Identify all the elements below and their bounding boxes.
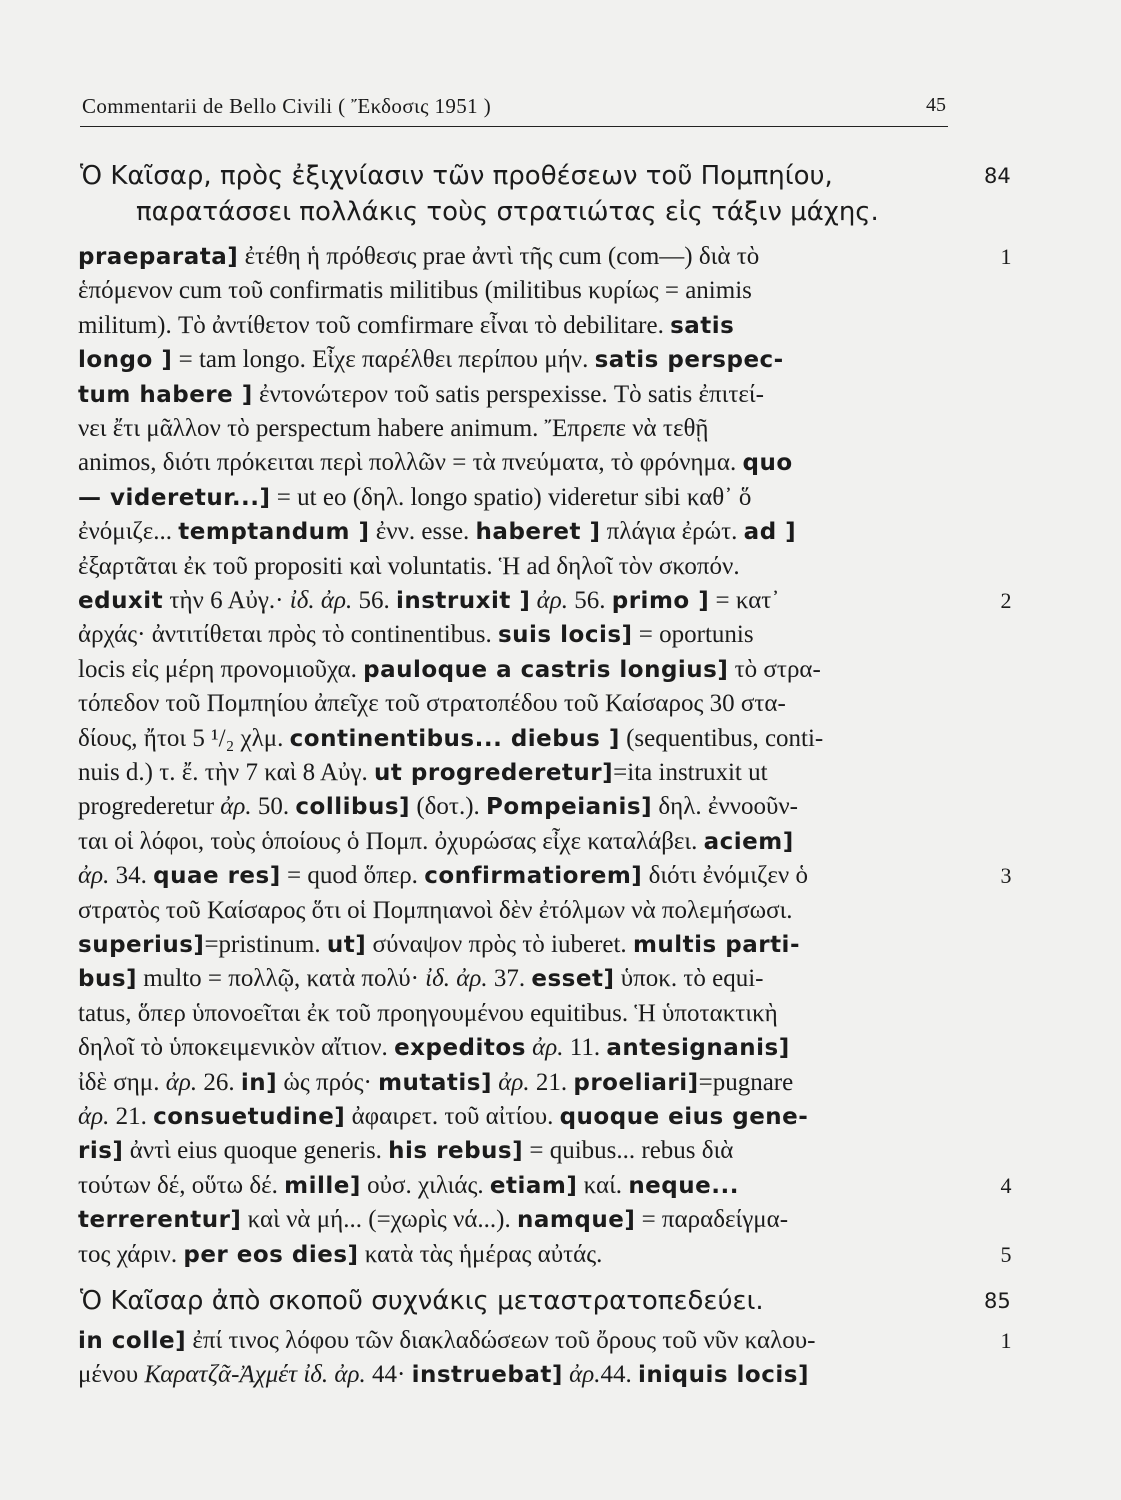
text-line bbox=[78, 756, 768, 790]
commentary-text: τόπεδον τοῦ Πομπηίου ἀπεῖχε τοῦ στρατοπέδου τοῦ Καίσαρος 30 στα- bbox=[78, 690, 786, 718]
commentary-text: ἰδὲ σημ. bbox=[78, 1068, 166, 1096]
commentary-text: νει ἔτι μᾶλλον τὸ perspectum habere animum. Ἔπρεπε νὰ τεθῇ bbox=[78, 415, 709, 442]
commentary-text: militum). Τὸ ἀντίθετον τοῦ comfirmare εἶναι τὸ debilitare. bbox=[78, 311, 671, 339]
section-heading-line: Ὁ Καῖσαρ ἀπὸ σκοποῦ συχνάκις μεταστρατοπεδεύει. bbox=[80, 1286, 764, 1316]
text-line bbox=[78, 1238, 602, 1272]
commentary-text: tatus, ὅπερ ὑπονοεῖται ἐκ τοῦ προηγουμένου equitibus. Ἡ ὑποτακτικὴ bbox=[78, 999, 778, 1027]
commentary-text: =ita instruxit ut bbox=[613, 759, 768, 786]
running-title: Commentarii de Bello Civili ( Ἔκδοσις 1951 ) bbox=[82, 94, 492, 118]
commentary-text: animos, διότι πρόκειται περὶ πολλῶν = τὰ πνεύματα, τὸ φρόνημα. bbox=[78, 449, 743, 477]
text-line bbox=[78, 825, 794, 859]
commentary-text: διότι ἐνόμιζεν ὁ bbox=[642, 862, 808, 890]
lemma: in colle] bbox=[78, 1328, 187, 1354]
commentary-text: = ut eo (δηλ. longo spatio) videretur sibi καθ᾽ ὅ bbox=[270, 483, 752, 511]
text-line bbox=[78, 584, 780, 618]
text-line bbox=[78, 343, 784, 377]
commentary-text: = quibus... rebus διὰ bbox=[523, 1137, 734, 1165]
commentary-text: multo = πολλῷ, κατὰ πολύ· bbox=[137, 965, 426, 993]
reference: ἰδ. ἀρ. bbox=[289, 587, 353, 614]
reference: Καρατζᾶ-Ἀχμέτ bbox=[144, 1361, 298, 1389]
text-line bbox=[78, 653, 821, 687]
commentary-text: 56. bbox=[352, 587, 396, 614]
lemma: bus] bbox=[78, 966, 138, 993]
lemma: collibus] bbox=[295, 794, 411, 821]
text-line bbox=[78, 894, 793, 928]
text-line bbox=[78, 1358, 809, 1392]
section-number: 85 bbox=[984, 1289, 1011, 1313]
lemma: praeparata] bbox=[78, 244, 239, 270]
commentary-text: = κατ᾽ bbox=[709, 587, 780, 614]
lemma: per eos dies] bbox=[183, 1241, 359, 1268]
commentary-text: ὑποκ. τὸ equi- bbox=[614, 965, 764, 993]
lemma: quoque eius gene- bbox=[559, 1104, 809, 1130]
commentary-text: ται οἱ λόφοι, τοὺς ὁποίους ὁ Πομπ. ὀχυρώσας εἶχε καταλάβει. bbox=[78, 827, 704, 855]
commentary-text: πλάγια ἐρώτ. bbox=[600, 518, 744, 546]
text-line bbox=[78, 618, 754, 652]
text-line bbox=[78, 1031, 790, 1065]
commentary-text: ἐπί τινος λόφου τῶν διακλαδώσεων τοῦ ὄρους τοῦ νῦν καλου- bbox=[186, 1327, 816, 1354]
reference: ἀρ. bbox=[532, 1034, 564, 1062]
reference: ἀρ. bbox=[536, 587, 568, 614]
text-line bbox=[78, 859, 808, 893]
commentary-text: 56. bbox=[568, 587, 612, 614]
commentary-text: τὴν 6 Αὐγ.· bbox=[163, 587, 290, 614]
text-line bbox=[78, 274, 752, 308]
lemma: ut progrederetur] bbox=[374, 760, 614, 786]
running-header bbox=[80, 92, 948, 127]
commentary-text: 21. bbox=[109, 1103, 154, 1130]
lemma: pauloque a castris longius] bbox=[363, 656, 729, 683]
lemma: aciem] bbox=[703, 828, 794, 855]
commentary-text: ὡς πρός· bbox=[277, 1068, 379, 1096]
margin-line-number: 1 bbox=[1000, 1328, 1012, 1353]
lemma: ut] bbox=[326, 932, 367, 958]
text-line bbox=[78, 481, 751, 515]
commentary-text: τούτων δέ, οὕτω δέ. bbox=[78, 1171, 285, 1199]
reference: ἀρ. bbox=[220, 793, 252, 821]
lemma: — videretur...] bbox=[78, 484, 271, 511]
text-line bbox=[78, 378, 764, 412]
lemma: temptandum ] bbox=[178, 519, 370, 546]
text-line bbox=[78, 1134, 733, 1168]
commentary-text: ἑπόμενον cum τοῦ confirmatis militibus (militibus κυρίως = animis bbox=[78, 277, 752, 305]
text-line bbox=[78, 1169, 739, 1203]
lemma: etiam] bbox=[489, 1172, 578, 1199]
commentary-text: =pristinum. bbox=[204, 931, 327, 958]
commentary-text: = tam longo. Εἶχε παρέλθει περίπου μήν. bbox=[172, 346, 595, 374]
margin-line-number: 4 bbox=[1000, 1172, 1012, 1198]
text-line bbox=[78, 1203, 788, 1237]
commentary-text: τὸ στρα- bbox=[728, 655, 821, 683]
text-line bbox=[78, 240, 759, 274]
commentary-text: = παραδείγμα- bbox=[635, 1206, 789, 1234]
lemma: superius] bbox=[78, 932, 205, 958]
lemma: satis perspec- bbox=[594, 347, 784, 374]
commentary-text: κατὰ τὰς ἡμέρας αὐτάς. bbox=[358, 1240, 603, 1268]
text-line bbox=[78, 446, 793, 480]
lemma: iniquis locis] bbox=[637, 1362, 809, 1389]
commentary-text: οὐσ. χιλιάς. bbox=[360, 1171, 490, 1199]
lemma: proeliari] bbox=[573, 1069, 699, 1096]
lemma: quae res] bbox=[153, 863, 281, 890]
margin-line-number: 3 bbox=[1000, 863, 1012, 889]
lemma: terrerentur] bbox=[78, 1207, 242, 1234]
commentary-text: (δοτ.). bbox=[410, 793, 487, 821]
commentary-text: δηλοῖ τὸ ὑποκειμενικὸν αἴτιον. bbox=[78, 1034, 395, 1062]
lemma: ris] bbox=[78, 1138, 124, 1165]
commentary-text: ἐνόμιζε... bbox=[78, 518, 179, 546]
commentary-text: (sequentibus, conti- bbox=[619, 724, 824, 752]
commentary-text: τος χάριν. bbox=[78, 1240, 184, 1268]
commentary-text: 11. bbox=[563, 1034, 607, 1062]
commentary-text: progrederetur bbox=[78, 793, 221, 821]
commentary-text: 44. bbox=[600, 1361, 638, 1389]
section-heading-line: Ὁ Καῖσαρ, πρὸς ἐξιχνίασιν τῶν προθέσεων τοῦ Πομπηίου, bbox=[80, 161, 833, 191]
commentary-text: ἀρχάς· ἀντιτίθεται πρὸς τὸ continentibus. bbox=[78, 621, 498, 649]
text-line bbox=[78, 1324, 815, 1358]
commentary-text: 44· bbox=[365, 1361, 412, 1389]
lemma: antesignanis] bbox=[606, 1035, 790, 1062]
reference: ἀρ. bbox=[165, 1068, 198, 1096]
commentary-text: 34. bbox=[109, 862, 154, 890]
lemma: neque... bbox=[628, 1172, 739, 1199]
lemma: tum habere ] bbox=[78, 381, 253, 408]
section-heading-line: παρατάσσει πολλάκις τοὺς στρατιώτας εἰς τάξιν μάχης. bbox=[136, 197, 879, 227]
lemma: ad ] bbox=[743, 519, 797, 546]
lemma: instruebat] bbox=[411, 1362, 563, 1389]
text-line bbox=[78, 515, 796, 549]
text-line bbox=[78, 997, 778, 1031]
lemma: consuetudine] bbox=[153, 1104, 346, 1130]
commentary-text: ἐνν. esse. bbox=[369, 518, 476, 546]
commentary-text: 50. bbox=[251, 793, 296, 821]
lemma: multis parti- bbox=[632, 932, 800, 958]
commentary-text: καί. bbox=[577, 1171, 629, 1199]
lemma: confirmatiorem] bbox=[424, 863, 643, 890]
commentary-text: στρατὸς τοῦ Καίσαρος ὅτι οἱ Πομπηιανοὶ δὲν ἐτόλμων νὰ πολεμήσωσι. bbox=[78, 896, 793, 924]
lemma: satis bbox=[670, 312, 735, 339]
commentary-text: locis εἰς μέρη προνομιοῦχα. bbox=[78, 655, 364, 683]
text-line bbox=[78, 687, 786, 721]
reference: ἰδ. ἀρ. bbox=[425, 965, 488, 993]
text-line bbox=[78, 1066, 793, 1100]
commentary-text: 37. bbox=[487, 965, 532, 993]
lemma: eduxit bbox=[78, 588, 164, 614]
page-number: 45 bbox=[926, 94, 946, 116]
text-line bbox=[78, 722, 823, 756]
reference: ἰδ. ἀρ. bbox=[303, 1361, 366, 1389]
lemma: his rebus] bbox=[388, 1138, 524, 1165]
commentary-text: ἀντὶ eius quoque generis. bbox=[123, 1137, 389, 1165]
commentary-text: nuis d.) τ. ἔ. τὴν 7 καὶ 8 Αὐγ. bbox=[78, 759, 375, 786]
margin-line-number: 1 bbox=[1000, 244, 1012, 269]
commentary-text: =pugnare bbox=[698, 1068, 794, 1096]
commentary-text: καὶ νὰ μή... (=χωρὶς νά...). bbox=[241, 1206, 518, 1234]
text-line bbox=[78, 928, 800, 962]
text-line bbox=[78, 412, 709, 446]
reference: ἀρ. bbox=[498, 1068, 530, 1096]
reference: ἀρ. bbox=[569, 1361, 601, 1389]
lemma: expeditos bbox=[394, 1035, 526, 1062]
commentary-text: ἀφαιρετ. τοῦ αἰτίου. bbox=[345, 1103, 560, 1130]
lemma: namque] bbox=[517, 1207, 636, 1234]
commentary-text: 26. bbox=[197, 1068, 241, 1096]
commentary-text: ἐντονώτερον τοῦ satis perspexisse. Τὸ satis ἐπιτεί- bbox=[252, 380, 764, 408]
commentary-text: ἐτέθη ἡ πρόθεσις prae ἀντὶ τῆς cum (com—) διὰ τὸ bbox=[238, 243, 760, 270]
commentary-text: = quod ὅπερ. bbox=[280, 862, 425, 890]
commentary-text: = oportunis bbox=[632, 621, 754, 649]
margin-line-number: 2 bbox=[1000, 588, 1012, 613]
reference: ἀρ. bbox=[78, 862, 110, 890]
lemma: suis locis] bbox=[497, 622, 633, 649]
lemma: haberet ] bbox=[475, 519, 601, 546]
text-line bbox=[78, 790, 798, 824]
lemma: Pompeianis] bbox=[486, 794, 653, 821]
lemma: esset] bbox=[531, 966, 615, 993]
text-line bbox=[78, 962, 763, 996]
lemma: quo bbox=[742, 450, 793, 477]
lemma: in] bbox=[240, 1069, 278, 1096]
lemma: continentibus... diebus ] bbox=[289, 725, 620, 752]
lemma: instruxit ] bbox=[395, 588, 531, 614]
commentary-text: δηλ. ἐννοοῦν- bbox=[652, 793, 798, 821]
lemma: mutatis] bbox=[378, 1069, 492, 1096]
lemma: primo ] bbox=[611, 588, 710, 614]
reference: ἀρ. bbox=[78, 1103, 110, 1130]
lemma: mille] bbox=[284, 1172, 361, 1199]
commentary-text: δίους, ἤτοι 5 ¹/₂ χλμ. bbox=[78, 724, 290, 752]
commentary-text: 21. bbox=[529, 1068, 574, 1096]
commentary-text: μένου bbox=[78, 1361, 145, 1389]
section-number: 84 bbox=[984, 164, 1011, 188]
commentary-text: σύναψον πρὸς τὸ iuberet. bbox=[366, 931, 633, 958]
margin-line-number: 5 bbox=[1000, 1241, 1012, 1267]
commentary-text: ἐξαρτᾶται ἐκ τοῦ propositi καὶ voluntatis. Ἡ ad δηλοῖ τὸν σκοπόν. bbox=[78, 552, 740, 580]
lemma: longo ] bbox=[78, 347, 173, 374]
text-line bbox=[78, 309, 734, 343]
text-line bbox=[78, 1100, 808, 1134]
text-line bbox=[78, 550, 740, 584]
